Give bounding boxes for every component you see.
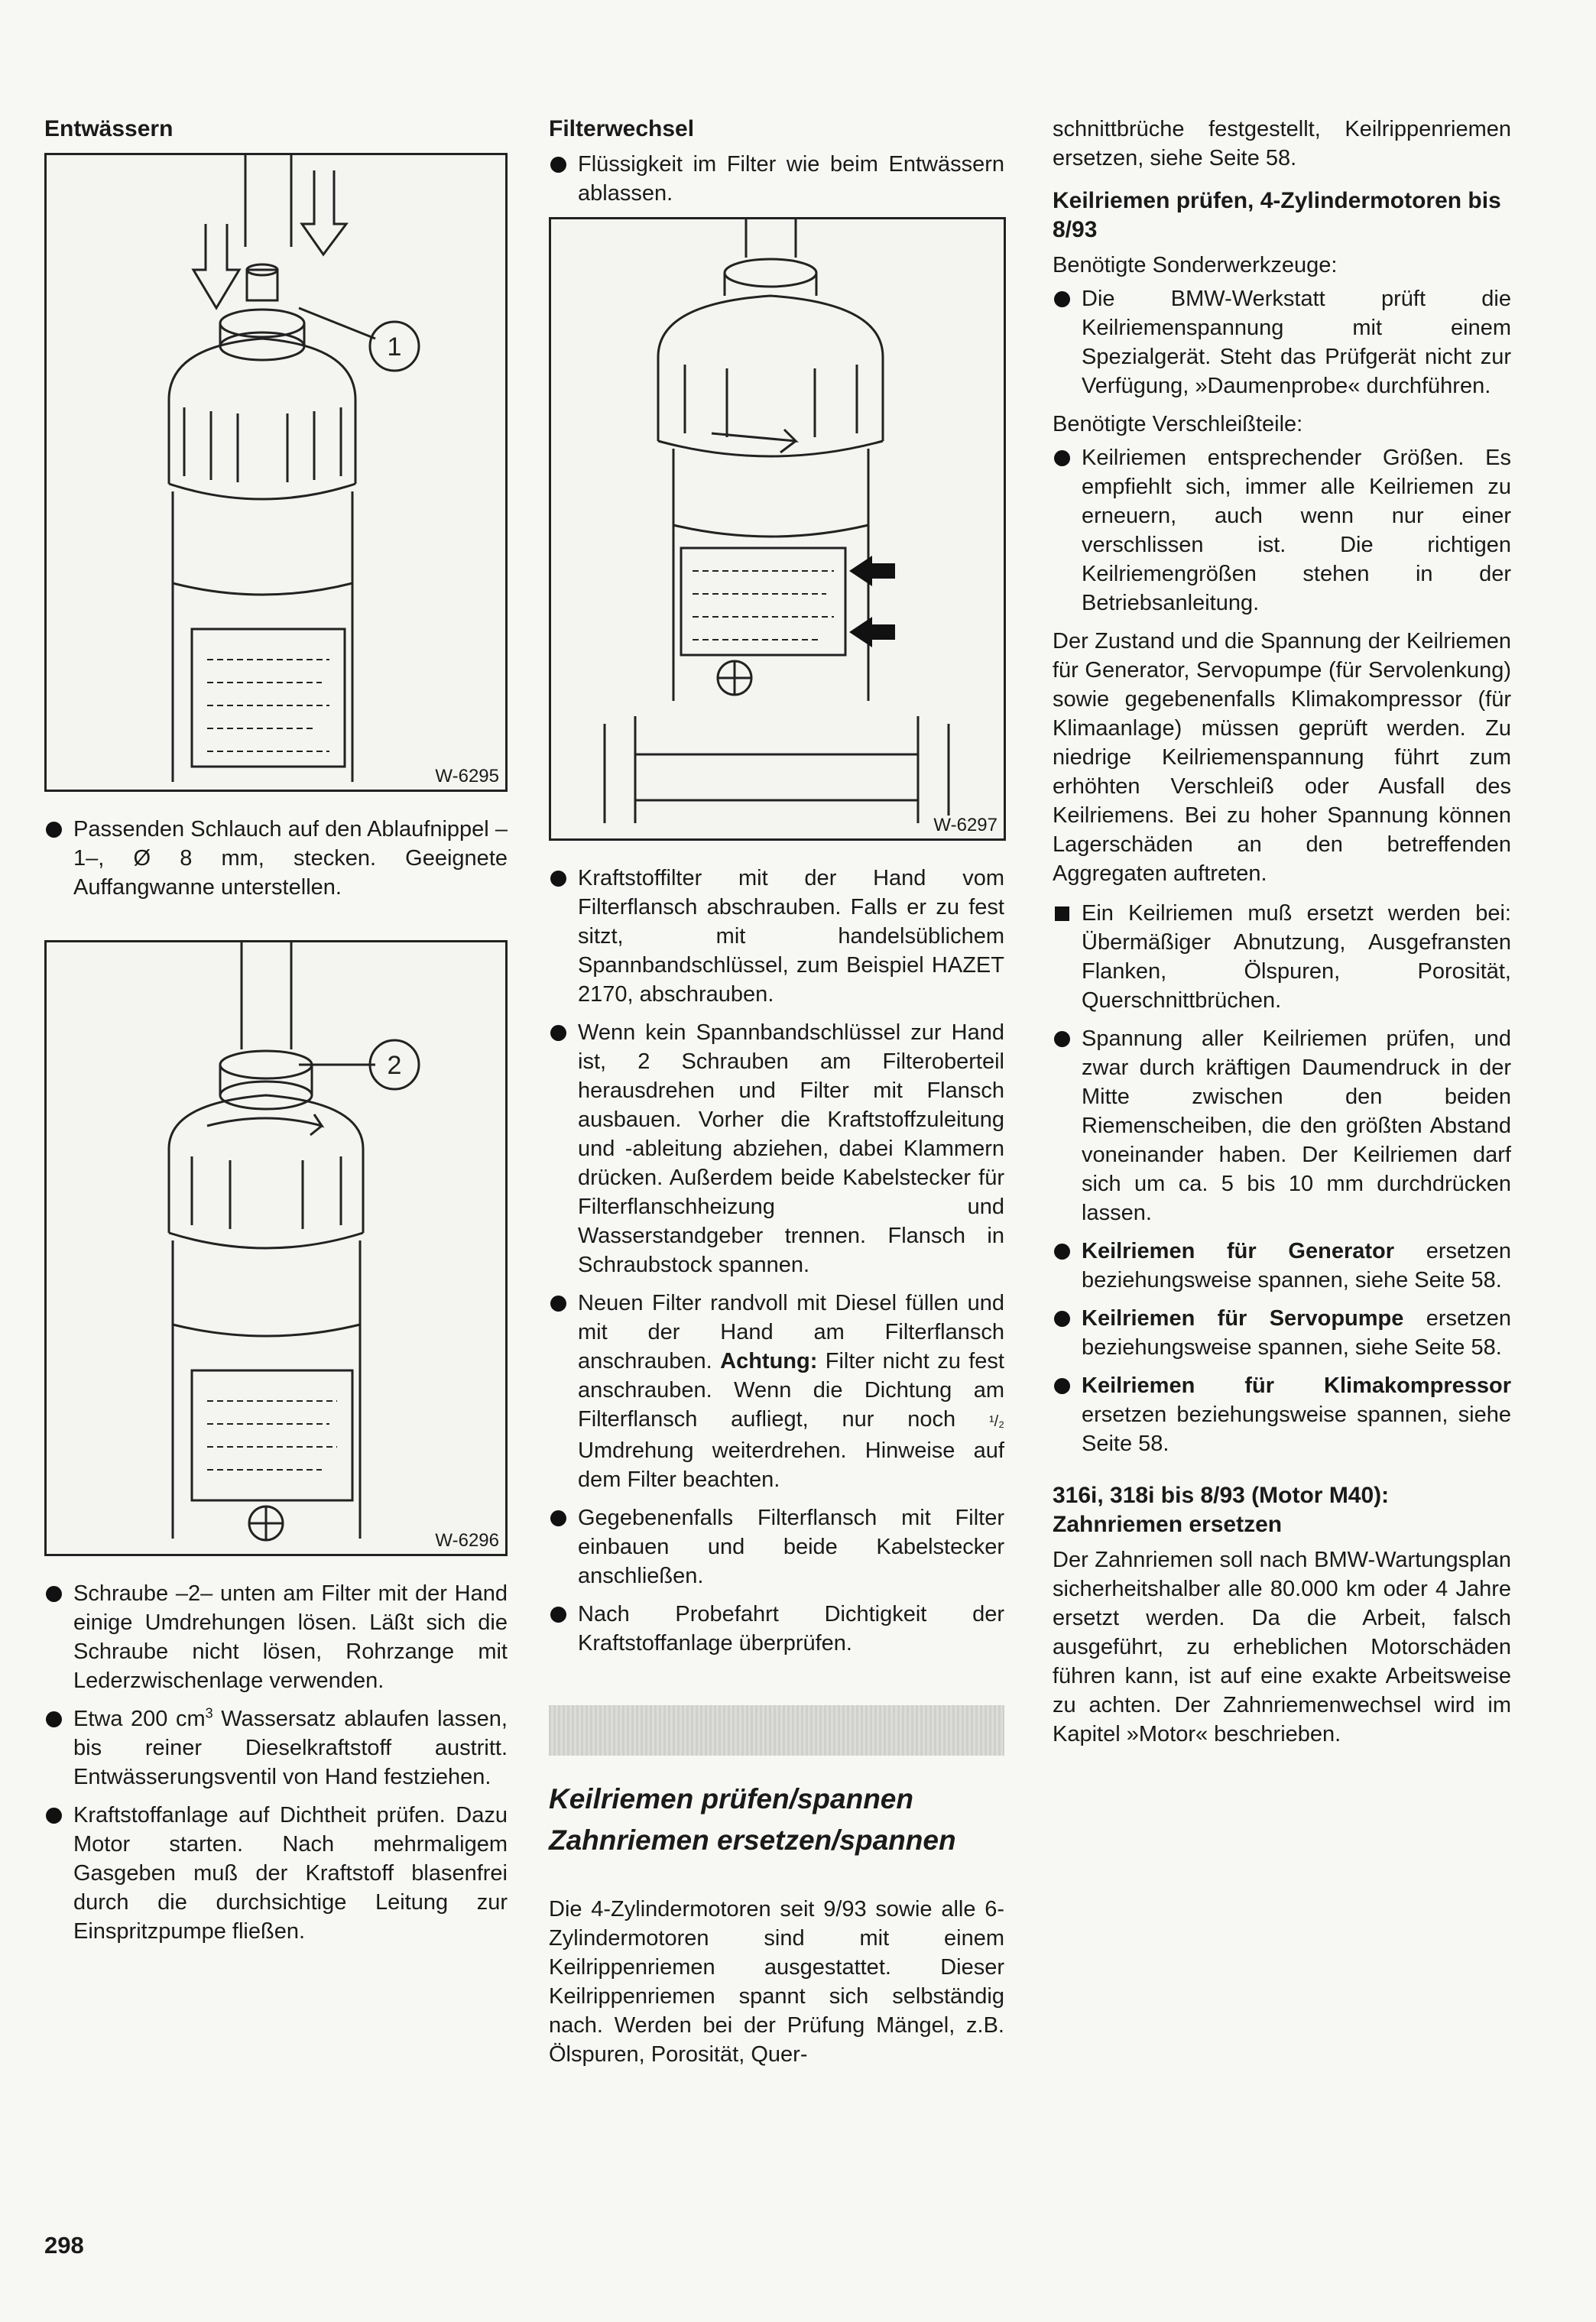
bullet-icon <box>550 1025 566 1041</box>
section-title: Keilriemen prüfen/spannen Zahnriemen ersetzen/spannen <box>549 1783 956 1856</box>
column-2 <box>549 115 1004 2080</box>
list-item: Wenn kein Spannbandschlüssel zur Hand ist, 2 Schrauben am Filteroberteil herausdrehen und Filter mit Flansch ausbauen. Vorher die Kraftstoffzuleitung und -ableitung abziehen, dabei Klammern drücken. Außerdem beide Kabelstecker für Filterflanschheizung und Wasserstandgeber trennen. Flansch in Schraubstock spannen. <box>549 1018 1004 1279</box>
list-item: Keilriemen für Klimakompressor ersetzen beziehungsweise spannen, siehe Seite 58. <box>1053 1371 1511 1458</box>
callout-1: 1 <box>387 332 402 362</box>
paragraph: Der Zustand und die Spannung der Keilriemen für Generator, Servopumpe (für Servolenkung) sowie gegebenenfalls Klimakompressor (für Klimaanlage) müssen geprüft werden. Zu niedrige Keilriemenspannung führt zum erhöhten Verschleiß oder Ausfall des Keilriemens. Bei zu hoher Spannung können Lagerschäden an den betreffenden Aggregaten auftreten. <box>1053 629 1511 886</box>
list-item: Etwa 200 $cm^3$ Wassersatz ablaufen lassen, bis reiner Dieselkraftstoff austritt. Entwässerungsventil von Hand festziehen. <box>44 1704 508 1792</box>
note-item: Ein Keilriemen muß ersetzt werden bei: Übermäßiger Abnutzung, Ausgefransten Flanken, Ölspuren, Porosität, Querschnittbrüchen. <box>1053 899 1511 1015</box>
list-item: Spannung aller Keilriemen prüfen, und zwar durch kräftigen Daumendruck in der Mitte zwischen den beiden Riemenscheiben, die den größten Abstand voneinander haben. Der Keilriemen darf sich um ca. 5 bis 10 mm durchdrücken lassen. <box>1053 1024 1511 1227</box>
tools-label: Benötigte Sonderwerkzeuge: <box>1053 253 1338 277</box>
bullet-icon <box>1054 1378 1070 1394</box>
continued-text: schnittbrüche festgestellt, Keilrippenriemen ersetzen, siehe Seite 58. <box>1053 117 1511 170</box>
column-1 <box>44 115 508 1955</box>
square-bullet-icon <box>1055 906 1069 921</box>
bullet-icon <box>46 1808 62 1824</box>
list-item: Passenden Schlauch auf den Ablaufnippel –1–, Ø 8 mm, stecken. Geeignete Auffangwanne unterstellen. <box>44 815 508 902</box>
bullet-icon <box>550 1296 566 1312</box>
list-item: Nach Probefahrt Dichtigkeit der Kraftstoffanlage überprüfen. <box>549 1600 1004 1658</box>
bullet-icon <box>550 871 566 887</box>
section-divider <box>549 1705 1004 1756</box>
bullet-icon <box>1054 1311 1070 1327</box>
heading-entwaessern: Entwässern <box>44 116 174 141</box>
figure-w6296 <box>44 940 508 1556</box>
list-item: Kraftstoffanlage auf Dichtheit prüfen. Dazu Motor starten. Nach mehrmaligem Gasgeben muß der Kraftstoff blasenfrei durch die durchsichtige Leitung zur Einspritzpumpe fließen. <box>44 1801 508 1946</box>
filter-drain-illustration <box>47 155 505 790</box>
list-item: Flüssigkeit im Filter wie beim Entwässern ablassen. <box>549 150 1004 208</box>
filter-screw-illustration <box>47 942 505 1554</box>
figure-w6297 <box>549 217 1006 841</box>
filter-change-illustration <box>551 219 1004 838</box>
figure-label: W-6295 <box>432 767 502 786</box>
callout-2: 2 <box>387 1051 402 1080</box>
paragraph: Der Zahnriemen soll nach BMW-Wartungsplan sicherheitshalber alle 80.000 km oder 4 Jahre ersetzt werden. Da die Arbeit, falsch ausgeführt, zu erheblichen Motorschäden führen kann, ist auf eine exakte Arbeitsweise zu achten. Der Zahnriemenwechsel wird im Kapitel »Motor« beschrieben. <box>1053 1548 1511 1746</box>
figure-label: W-6296 <box>432 1531 502 1551</box>
bullet-icon <box>550 1607 566 1623</box>
bullet-icon <box>1054 1244 1070 1260</box>
parts-label: Benötigte Verschleißteile: <box>1053 412 1303 436</box>
list-item: Keilriemen für Servopumpe ersetzen beziehungsweise spannen, siehe Seite 58. <box>1053 1304 1511 1362</box>
list-item: Kraftstoffilter mit der Hand vom Filterflansch abschrauben. Falls er zu fest sitzt, mit handelsüblichem Spannbandschlüssel, zum Beispiel HAZET 2170, abschrauben. <box>549 864 1004 1009</box>
list-item: Die BMW-Werkstatt prüft die Keilriemenspannung mit einem Spezialgerät. Steht das Prüfgerät nicht zur Verfügung, »Daumenprobe« durchführen. <box>1053 284 1511 401</box>
bullet-icon <box>1054 291 1070 307</box>
list-item: Neuen Filter randvoll mit Diesel füllen und mit der Hand am Filterflansch anschrauben. Achtung: Filter nicht zu fest anschrauben. Wenn die Dichtung am Filterflansch aufliegt, nur noch ¹/₂ Umdrehung weiterdrehen. Hinweise auf dem Filter beachten. <box>549 1289 1004 1494</box>
heading-keilriemen-pruefen: Keilriemen prüfen, 4-Zylindermotoren bis 8/93 <box>1053 188 1501 242</box>
list-item: Keilriemen für Generator ersetzen beziehungsweise spannen, siehe Seite 58. <box>1053 1237 1511 1295</box>
list-item: Keilriemen entsprechender Größen. Es empfiehlt sich, immer alle Keilriemen zu erneuern, auch wenn nur einer verschlissen ist. Die richtigen Keilriemengrößen stehen in der Betriebsanleitung. <box>1053 443 1511 618</box>
bullet-icon <box>1054 450 1070 466</box>
figure-label: W-6297 <box>930 816 1001 835</box>
figure-w6295 <box>44 153 508 792</box>
heading-zahnriemen: 316i, 318i bis 8/93 (Motor M40): Zahnriemen ersetzen <box>1053 1483 1390 1537</box>
bullet-icon <box>550 157 566 173</box>
bullet-icon <box>550 1510 566 1526</box>
column-3 <box>1053 115 1511 1759</box>
page-number: 298 <box>44 2232 84 2259</box>
bullet-icon <box>46 822 62 838</box>
bullet-icon <box>46 1711 62 1727</box>
intro-paragraph: Die 4-Zylindermotoren seit 9/93 sowie alle 6-Zylindermotoren sind mit einem Keilrippenriemen ausgestattet. Dieser Keilrippenriemen spannt sich selbständig nach. Werden bei der Prüfung Mängel, z.B. Ölspuren, Porosität, Quer- <box>549 1897 1004 2067</box>
list-item: Gegebenenfalls Filterflansch mit Filter einbauen und beide Kabelstecker anschließen. <box>549 1503 1004 1591</box>
heading-filterwechsel: Filterwechsel <box>549 116 695 141</box>
bullet-icon <box>1054 1031 1070 1047</box>
list-item: Schraube –2– unten am Filter mit der Hand einige Umdrehungen lösen. Läßt sich die Schraube nicht lösen, Rohrzange mit Lederzwischenlage verwenden. <box>44 1579 508 1695</box>
bullet-icon <box>46 1586 62 1602</box>
